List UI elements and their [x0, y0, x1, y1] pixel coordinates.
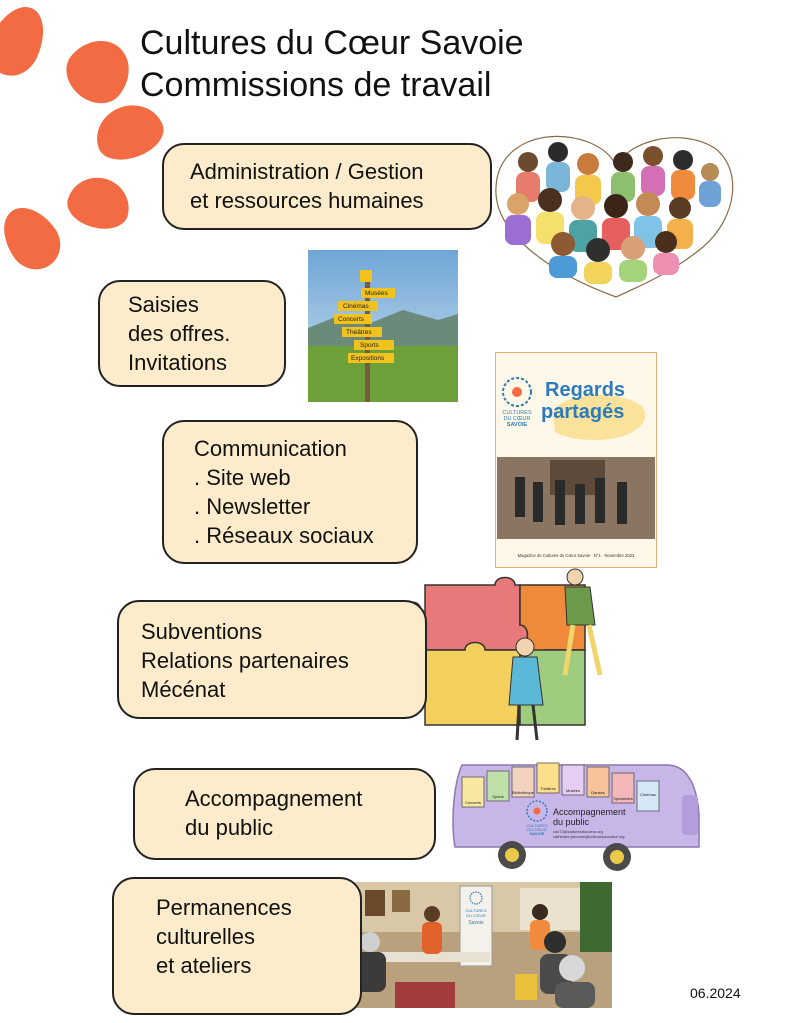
bus-logo-line: DU CŒUR	[527, 827, 547, 832]
bus-label: Bibliothèque	[511, 790, 535, 795]
people-heart-illustration	[488, 122, 743, 302]
sign-label: Sports	[360, 342, 379, 349]
workshop-photo	[340, 882, 612, 1008]
petal-decoration	[63, 171, 136, 235]
bus-label: Cinémas	[640, 792, 656, 797]
magazine-title-line: Regards	[545, 379, 626, 401]
magazine-logo-line: DU CŒUR	[503, 416, 531, 422]
sign-label: Théâtres	[346, 329, 372, 336]
bus-logo-line: SAVOIE	[529, 831, 545, 836]
poster-line: CULTURES	[465, 908, 487, 913]
commission-line: . Newsletter	[194, 494, 311, 519]
title-line-2: Commissions de travail	[140, 66, 492, 104]
commission-accompagnement	[133, 768, 436, 860]
petal-decoration	[0, 0, 55, 84]
petal-decoration	[55, 27, 142, 114]
bus-label: Danses	[591, 790, 605, 795]
commission-line: du public	[185, 815, 274, 840]
commission-line: des offres.	[128, 321, 231, 346]
commission-line: Saisies	[128, 292, 199, 317]
magazine-cover	[495, 352, 657, 568]
commission-line: Relations partenaires	[141, 648, 349, 673]
petal-decoration	[0, 197, 70, 280]
title-line-1: Cultures du Cœur Savoie	[140, 24, 524, 62]
commission-line: Invitations	[128, 350, 228, 375]
commission-line: . Réseaux sociaux	[194, 523, 374, 548]
commission-line: et ateliers	[156, 953, 252, 978]
commission-line: culturelles	[156, 924, 256, 949]
bus-text: Accompagnement	[553, 807, 626, 817]
petal-decoration	[88, 96, 170, 168]
sign-label: Concerts	[338, 316, 365, 323]
commission-line: et ressources humaines	[190, 188, 424, 213]
poster-line: Savoie	[468, 920, 484, 926]
bus-email: catherine.peronne@culturesducoeur.org	[553, 834, 625, 839]
commission-subventions	[117, 600, 427, 719]
sign-label: Cinémas	[343, 303, 369, 310]
commission-line: Permanences	[156, 895, 292, 920]
document-date: 06.2024	[690, 985, 741, 1001]
commission-permanences	[112, 877, 362, 1015]
commission-line: Mécénat	[141, 677, 226, 702]
commission-line: . Site web	[194, 465, 291, 490]
magazine-title-line: partagés	[541, 401, 625, 423]
bus-label: Théâtres	[540, 786, 556, 791]
signpost-photo	[308, 250, 458, 402]
commission-line: Accompagnement	[185, 786, 363, 811]
poster-line: DU CŒUR	[466, 913, 486, 918]
commission-administration	[162, 143, 492, 230]
commission-line: Subventions	[141, 619, 263, 644]
bus-illustration	[447, 755, 705, 880]
bus-label: Spectacles	[613, 796, 633, 801]
puzzle-illustration	[395, 565, 625, 747]
sign-label: Musées	[365, 290, 388, 297]
bus-label: Musées	[565, 788, 581, 793]
magazine-logo-line: SAVOIE	[506, 422, 528, 428]
bus-label: Concerts	[464, 800, 482, 805]
commission-line: Administration / Gestion	[190, 159, 424, 184]
commission-saisies	[98, 280, 286, 387]
magazine-footer: Magazine de Cultures du Cœur Savoie · N°1 · Novembre 2023	[517, 553, 635, 558]
bus-text: du public	[553, 817, 590, 827]
commission-line: Communication	[194, 436, 347, 461]
bus-logo-line: CULTURES	[526, 823, 548, 828]
commission-communication	[162, 420, 418, 564]
bus-email: cdc73@culturesducoeur.org	[553, 829, 603, 834]
sign-label: Expositions	[351, 355, 385, 362]
page-title	[140, 22, 524, 106]
bus-label: Sports	[492, 794, 504, 799]
magazine-logo-line: CULTURES	[502, 410, 532, 416]
